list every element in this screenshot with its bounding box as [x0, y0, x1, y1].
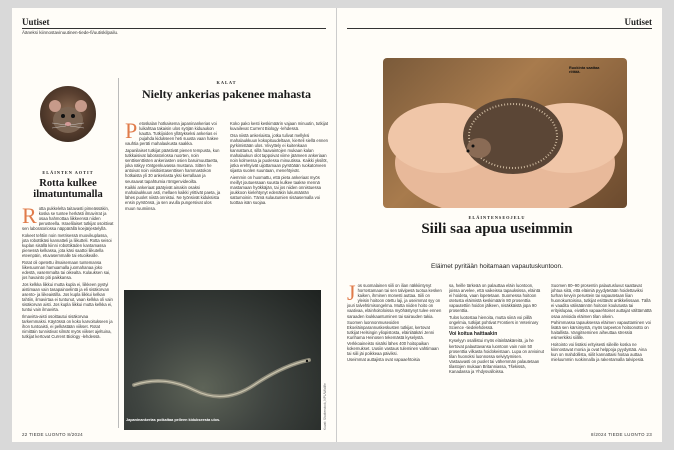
rat-photo	[40, 86, 96, 142]
header-rule	[347, 28, 652, 29]
eel-dropcap: P	[125, 121, 138, 143]
eel-headline: Nielty ankerias pakenee mahasta	[142, 87, 311, 101]
hedgehog-col3	[551, 283, 652, 428]
hedgehog-paragraph: Kyselyyn osallistui myös eläinlääkäreitä, ja he kertovat palauttavansa luontoon vain noin 50 prosenttia vilkasta hoidokeistaan. Lupa on arvioinut tilan huonoksi luonnossa selviytymisen. Vastaavasti on puolet tai vähemmän palautetaan tilastojen mukaan Britanniassa, Tšekissä, Kanadassa ja Yhdysvalloissa.	[449, 338, 544, 374]
rat-kicker: ELÄINTEN AOTIT	[42, 170, 94, 175]
hedgehog-headline: Siili saa apua useimmin	[421, 221, 573, 237]
hedgehog-paragraph: Pahimmassa tapauksessa eläimen vapauttaminen voi lisätä sen kärsimystä, myös tarpeeton hoitoonotto on haitallista. Vangitseminen aiheuttaa stressiä esimerkiksi siilille.	[551, 320, 651, 341]
hedgehog-subhead: Voi koitua haittaakin	[449, 331, 498, 338]
rat-illustration	[40, 86, 96, 142]
hedgehog-paragraph: Suomen luonnonmuseoiden Ekoeläinparannuskeskusten tutkijat, kertovat tutkijat Helsingin yliopistosta, eläinlääkäri Jenni Kurihama Heinosen tekemästä kyselystä. Verkkoaineisto sisälsi lähes 400 hoitopaikan kokemukset. Uusiin vastaus tuleminen vahtimaan tai siili jäi poikkeaa päiviksi.	[347, 320, 439, 356]
hedgehog-col1	[347, 283, 442, 428]
eel-paragraph: Osa niistä ankeriaista, jotka tulivat mellyksi mahalaukkuun kokopituudeltaan, kierteli siellä ennen pyrkimistään ulos. Viivyttely ei kuitenkaan kannattanut, sillä haavaintojen mukaan kalan mahalaukun olot tappoivat viime jäämeen ankeriaan noin kolmessa ja puolessa minuutissa. Kaikki yksilöt, jotka erehtyivät uijottamaan pyrstöään ruokatorveen sijasta suolen suuntaan, menehtyivät.	[230, 132, 329, 174]
hedgehog-photo	[383, 58, 627, 208]
eel-caption: Japaninankerias poikaltaa pelleen kidukseesta ulos.	[126, 418, 221, 422]
rat-paragraph: Kokeet tehtiin noin metrisessä muovikuplassa, jota robottikäsi kannatteli ja liikutteli. Rotta seisoi kuplan sisällä kiinni robottikäden kantamassa pienessä kelkassa, jota käsi saattoi liikutella eteenpäin, etuvasemmalle tai etuoikealle.	[22, 232, 112, 259]
eel-kicker: KALAT	[216, 80, 237, 85]
eel-paragraph: Aiemmin on huomattu, että pieta ankeriaat myös meillyt joutuessaan suusta kulkee taakse mennä mastamaan hyökkäjän, tai jos niiden onnistuessa joukkoon kielehtynyt edenäkin lukumäärän sattumoinin. Tämä sulautumien sisäasemalla voi tuottaa isän suojaa.	[230, 174, 322, 206]
hedgehog-illustration	[383, 58, 627, 208]
photo-credit: Kuvat: Shutterstock, NPL/Wildlife	[323, 383, 327, 430]
eel-photo	[124, 290, 321, 430]
rat-headline: Rotta kulkee ilmatuntumalla	[33, 178, 103, 201]
magazine-spread	[12, 8, 662, 442]
hedgehog-paragraph: sa, heille tärkeää on palauttaa eläin luontoon, joissa arvelee, että vaikeissa tapauksissa, eläintä ei hoideta, vaan lopetetaan. Suomessa hoitoon otetusta eläimistä keskimäärin 80 prosenttia vapautettiin hoidon jälkeen, nisäkkäistä jopa 90 prosenttia.	[449, 283, 541, 314]
hedgehog-paragraph: Hoitointo voi lisäksi erityisesti siileille koska ne kiinnostavat monia ja ovat helppoja pyydystää. Aina kun on mahdollista, siilit kannattaisi hoitaa auttaa mieluummin ruokinnalla ja rakentamalla talvipesiä.	[551, 342, 647, 363]
rat-paragraph: otta pukkelelta taitavasti pimeässäkin, koska se tuntee herkästi ilmavirrat ja osaa hahmottaa liikkeensä niiden perusteella. Israelilaiset tutkijat osoittivat sen laboratoriossa näppärällä koejärjestelyllä.	[22, 206, 114, 232]
tagline: Ääneksi kiinnostavinuutinen-tiede-fi/uutiskilpailu.	[22, 30, 119, 35]
hedgehog-caption: Ruokinta saattaa riittää.	[569, 66, 600, 74]
eel-paragraph: Japanilaiset tutkijat päästivät pienen tempusta, kun tutkkaisivat laboratoriossa nuorten, noin senttisenttisten ankeriasten osien baruimuuttaetta, joka näkyy röntgenkuvassa mustana. Sitten he antoivat noin viisitoistasenttisen hammastokon hotkaista yli 30 ankeriasta yksi kerrallaan ja seuraavat tapahtumia röntgenvideoilta.	[125, 147, 220, 184]
page-folio-left: 22 TIEDE LUONTO 8/2024	[22, 432, 83, 437]
eel-paragraph: Koko pako kesti keskimäärin vajaan minuutin, tutkijat kuvailevat Current Biology -lehdessä.	[230, 121, 328, 132]
column-divider	[118, 78, 119, 428]
hedgehog-paragraph: Suomen 80–90 prosentin palautusluvut saattavat johtua siitä, että eläimiä pyydytetään hoidettaviksi turhan kevyin perustein tai vapautetaan liian huonokuntoisina, tutkijat esittävät artikkelissaan. Tällä ei vaadita välisäännön hoitoon koulutusta tai erityislupaa, eivätkä vapaaehtoiset auttajat välttämättä osaa arvioida eläimen tilan oikein.	[551, 283, 652, 319]
hedgehog-deck: Eläimet pyritään hoitamaan vapautuskuntoon.	[431, 263, 563, 270]
page-folio-right: 8/2024 TIEDE LUONTO 23	[591, 432, 652, 437]
rat-paragraph: Jos kelkka liikkui mutta kupla ei, liikkeen pystyi aistimaan vain tasapainoelintä ja eli sisäkorvan asento- ja liikeaistilla. Jos kupla liikkui kelkan tahtiin, ilmavirtaa ei tuntunut, vaan kelkka oli vain sisäkorvan aisti. Jos kupla liikkui mutta kelkka ei, tuntui vain ilmavirta.	[22, 281, 113, 313]
section-title: Uutiset	[624, 17, 652, 27]
rat-article	[22, 206, 114, 431]
hedgehog-kicker: ELÄINTENSEOJELU	[468, 215, 526, 220]
rat-paragraph: Rotat oli opetettu ilmaisemaan tuntemansa liikesuunnan hamuamalla juomahanaa joko edestä, vasemmalta tai oikealta. Kulauksen sai, jos havainto piti paikkansa.	[22, 259, 111, 281]
hedgehog-dropcap: J	[347, 283, 356, 305]
left-page	[12, 8, 337, 442]
hedgehog-paragraph: os suomalainen siili on ilian näkkiintynyt horrostamaan tai sen talvipesä tuotua kesken kaiken, ihminen monesti auttaa. Siili on yleisin hoitoon otettu laji, ja useimmat syy on jouri talvehtimisongelma. Mutta niiden hoito on vaativaa, eläinhoitoloissa myöhästynyt tulee ennen saraaden loukkaantuminen tai sairauden takia.	[347, 283, 442, 319]
rat-paragraph: Ilmavirta-aisti osoittautui sisäkorvaa tarkemmaksi. Käytössä on koko karvoitukseen ja ihon tuntoaisti, ei pelkästään viikset. Rotat nimittäin tunnistivat silmät myös viikset ajeltuina, tutkijat kertovat Current Biology -lehdessä.	[22, 313, 113, 340]
right-page	[337, 8, 662, 442]
rat-dropcap: R	[22, 206, 37, 228]
eel-paragraph: Kaikki ankeriaat päätyivät ainakin osaksi mahalaukkuun asti, mellaen kaikki yrittivät paeta, ja lähes puolet niistä onnistui. Ne työnsivät kiduksista ensin pyrstönsä, ja sen avulla pungersivat ulos muun ruumiinsa.	[125, 185, 221, 211]
eel-article-col1	[125, 121, 223, 281]
eel-illustration	[124, 290, 321, 430]
hedgehog-paragraph: Useimmat auttajista ovat vapaaehtoisia	[347, 357, 420, 363]
header-rule	[22, 28, 326, 29]
eel-article-col2	[230, 121, 329, 281]
section-title: Uutiset	[22, 17, 50, 27]
eel-paragraph: etoskalan hotkaisema japaninankerias voi luikahtaa takaisin ulos syöjän kiduaukon kautta. Tutkijoiden yllätykseksi ankerias ei pujahda kidukseen heti suusta vaan hakee vauhtia peräti mahalaukusta saakka.	[125, 121, 219, 147]
hedgehog-col2	[449, 283, 544, 428]
hedgehog-paragraph: Tulos luotostaa hienoita, mutta siinä voi piillä ongelmia, tutkijat pohtivat Frontiers in Veterinary Science -tiedelehdessä.	[449, 315, 539, 331]
